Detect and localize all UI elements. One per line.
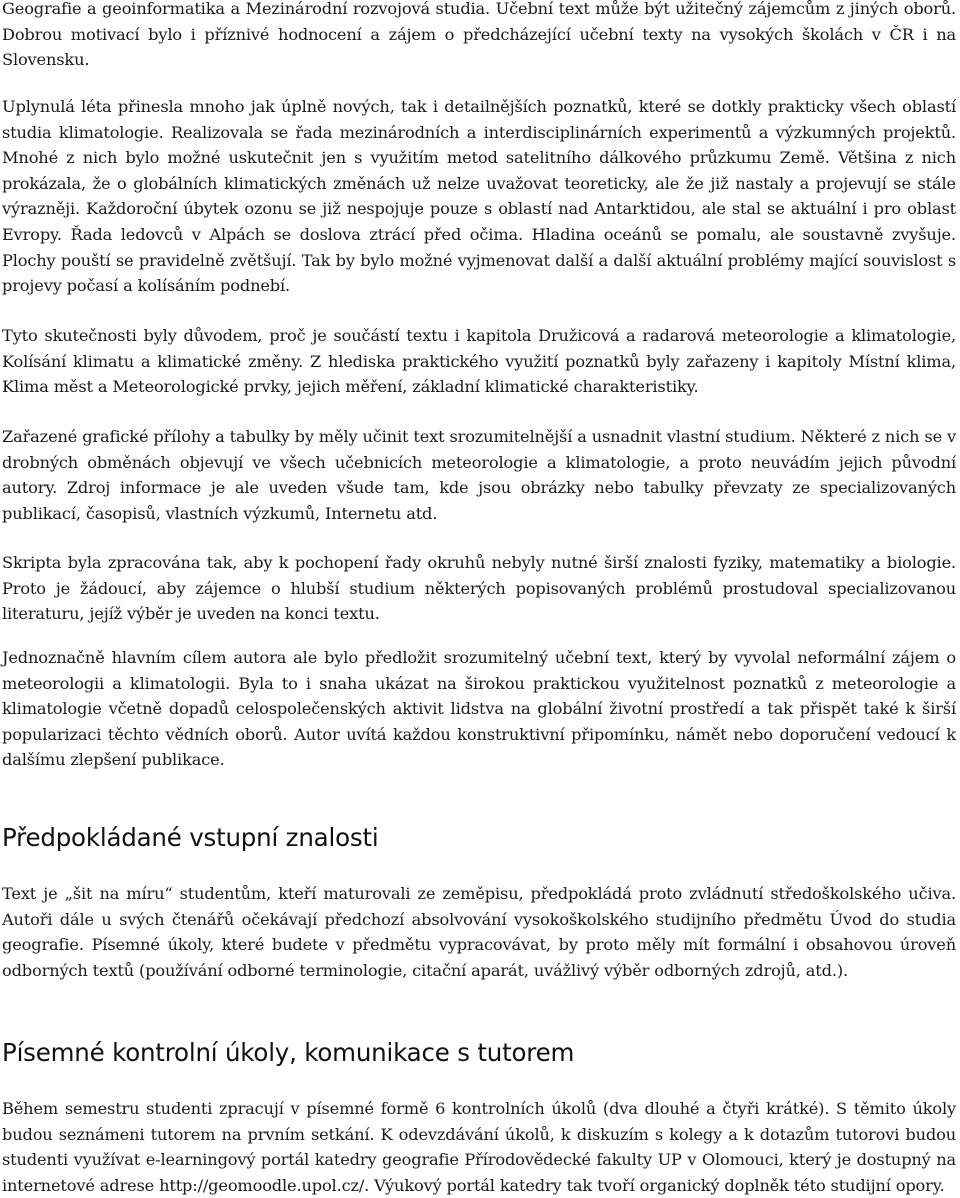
paragraph-chapters-reason: Tyto skutečnosti byly důvodem, proč je součástí textu i kapitola Družicová a radarová meteorologie a klimatologie, Kolísání klimatu a klimatické změny. Z hlediska praktického využití poznatků byly zařazeny i kapitoly Místní klima, Klima měst a Meteorologické prvky, jejich měření, základní klimatické charakteristiky. <box>2 326 956 397</box>
section-text-prerequisites: Text je „šit na míru“ studentům, kteří maturovali ze zeměpisu, předpokládá proto zvládnutí středoškolského učiva. Autoři dále u svých čtenářů očekávají předchozí absolvování vysokoškolského studijního předmětu Úvod do studia geografie. Písemné úkoly, které budete v předmětu vypracovávat, by proto měly mít formální i obsahovou úroveň odborných textů (používání odborné terminologie, citační aparát, uvážlivý výběr odborných zdrojů, atd.). <box>2 884 956 980</box>
paragraph-graphics-tables: Zařazené grafické přílohy a tabulky by měly učinit text srozumitelnější a usnadnit vlastní studium. Některé z nich se v drobných obměnách objevují ve všech učebnicích meteorologie a klimatologie, a proto neuvádím jejich původní autory. Zdroj informace je ale uveden všude tam, kde jsou obrázky nebo tabulky převzaty ze specializovaných publikací, časopisů, vlastních výzkumů, Internetu atd. <box>2 427 956 523</box>
section-text-assignments: Během semestru studenti zpracují v písemné formě 6 kontrolních úkolů (dva dlouhé a čtyři krátké). S těmito úkoly budou seznámeni tutorem na prvním setkání. K odevzdávání úkolů, k diskuzím s kolegy a k dotazům tutorovi budou studenti využívat e-learningový portál katedry geografie Přírodovědecké fakulty UP v Olomouci, který je dostupný na internetové adrese http://geomoodle.upol.cz/. Výukový portál katedry tak tvoří organický doplněk této studijní opory. <box>2 1099 956 1195</box>
section-heading-assignments: Písemné kontrolní úkoly, komunikace s tutorem <box>2 1038 575 1067</box>
paragraph-recent-findings: Uplynulá léta přinesla mnoho jak úplně nových, tak i detailnějších poznatků, které se dotkly prakticky všech oblastí studia klimatologie. Realizovala se řada mezinárodních a interdisciplinárních experimentů a výzkumných projektů. Mnohé z nich bylo možné uskutečnit jen s využitím metod satelitního dálkového průzkumu Země. Většina z nich prokázala, že o globálních klimatických změnách už nelze uvažovat teoreticky, ale že již nastaly a projevují se stále výrazněji. Každoroční úbytek ozonu se již nespojuje pouze s oblastí nad Antarktidou, ale stal se aktuální i pro oblast Evropy. Řada ledovců v Alpách se doslova ztrácí před očima. Hladina oceánů se pomalu, ale soustavně zvyšuje. Plochy pouští se pravidelně zvětšují. Tak by bylo možné vyjmenovat další a další aktuální problémy mající souvislost s projevy počasí a kolísáním podnebí. <box>2 97 956 296</box>
intro-paragraph-continuation: Geografie a geoinformatika a Mezinárodní rozvojová studia. Učební text může být užitečný zájemcům z jiných oborů. Dobrou motivací bylo i příznivé hodnocení a zájem o předcházející učební texty na vysokých školách v ČR i na Slovensku. <box>2 0 956 70</box>
paragraph-prerequisite-knowledge: Skripta byla zpracována tak, aby k pochopení řady okruhů nebyly nutné širší znalosti fyziky, matematiky a biologie. Proto je žádoucí, aby zájemce o hlubší studium některých popisovaných problémů prostudoval specializovanou literaturu, jejíž výběr je uveden na konci textu. <box>2 553 956 624</box>
section-heading-prerequisites: Předpokládané vstupní znalosti <box>2 823 379 852</box>
paragraph-author-goal: Jednoznačně hlavním cílem autora ale bylo předložit srozumitelný učební text, který by vyvolal neformální zájem o meteorologii a klimatologii. Byla to i snaha ukázat na širokou praktickou využitelnost poznatků z meteorologie a klimatologie včetně dopadů celospolečenských aktivit lidstva na globální životní prostředí a tak přispět také k širší popularizaci těchto vědních oborů. Autor uvítá každou konstruktivní připomínku, námět nebo doporučení vedoucí k dalšímu zlepšení publikace. <box>2 648 956 770</box>
